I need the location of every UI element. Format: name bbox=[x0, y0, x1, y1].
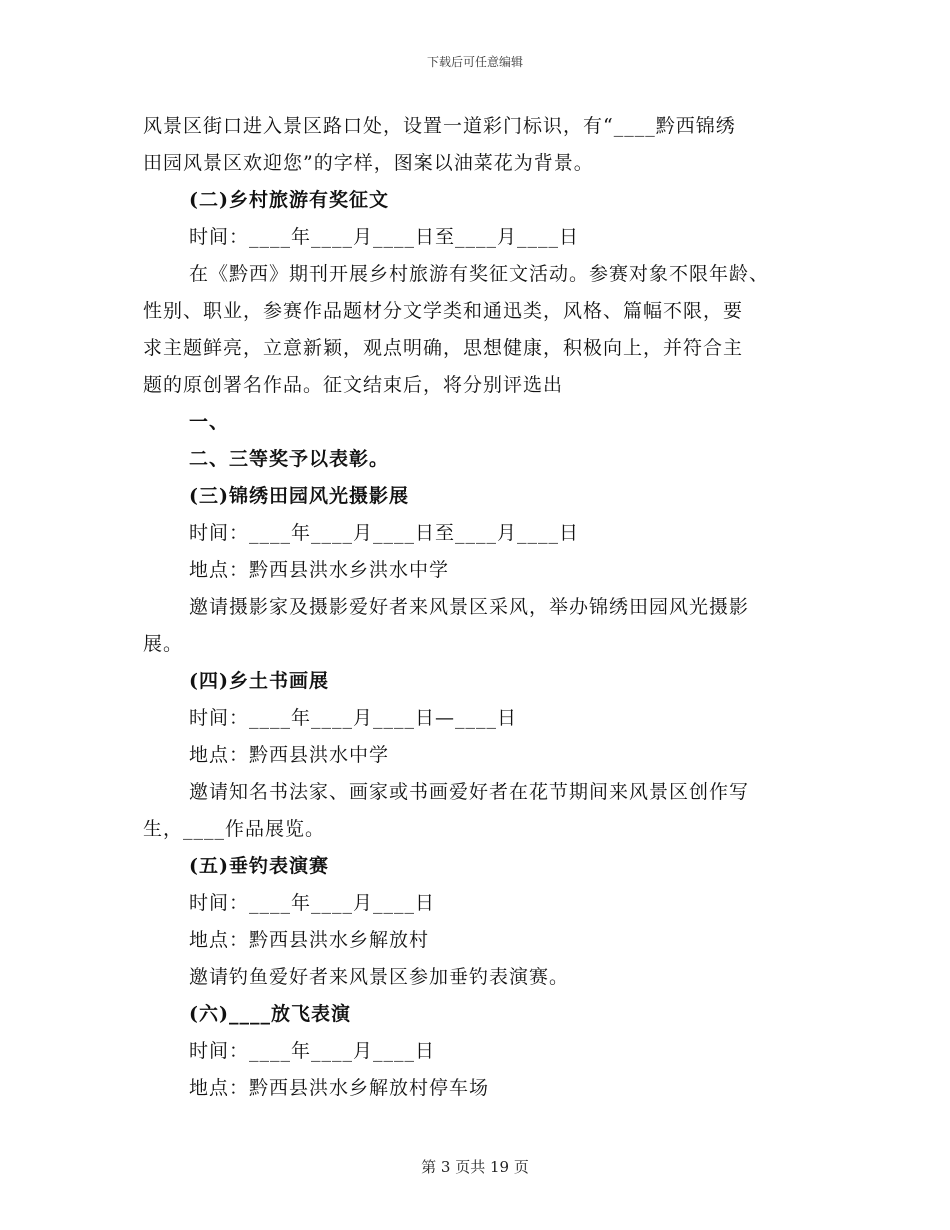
section-heading: (四)乡土书画展 bbox=[189, 670, 329, 692]
paragraph-line: 时间：____年____月____日 bbox=[189, 892, 436, 914]
section-heading: (六)____放飞表演 bbox=[189, 1003, 351, 1025]
paragraph-line: 展。 bbox=[143, 633, 184, 655]
paragraph-line: 时间：____年____月____日 bbox=[189, 1040, 436, 1062]
paragraph-line: 邀请摄影家及摄影爱好者来风景区采风，举办锦绣田园风光摄影 bbox=[189, 596, 750, 618]
page-footer: 第 3 页共 19 页 bbox=[421, 1158, 529, 1176]
paragraph-line: 时间：____年____月____日至____月____日 bbox=[189, 522, 580, 544]
paragraph-line: 性别、职业，参赛作品题材分文学类和通迅类，风格、篇幅不限，要 bbox=[143, 300, 744, 322]
paragraph-line: 地点：黔西县洪水乡洪水中学 bbox=[189, 559, 450, 581]
page-header: 下载后可任意编辑 bbox=[426, 55, 523, 69]
paragraph-line: 生，____作品展览。 bbox=[143, 818, 326, 840]
paragraph-line: 在《黔西》期刊开展乡村旅游有奖征文活动。参赛对象不限年龄、 bbox=[189, 263, 770, 285]
paragraph-line: 时间：____年____月____日至____月____日 bbox=[189, 226, 580, 248]
paragraph-line: 地点：黔西县洪水乡解放村停车场 bbox=[189, 1077, 490, 1099]
paragraph-line: 时间：____年____月____日—____日 bbox=[189, 707, 518, 729]
section-heading: 一、 bbox=[189, 411, 230, 433]
paragraph-line: 邀请钓鱼爱好者来风景区参加垂钓表演赛。 bbox=[189, 966, 570, 988]
paragraph-line: 题的原创署名作品。征文结束后，将分别评选出 bbox=[143, 374, 564, 396]
paragraph-line: 求主题鲜亮，立意新颖，观点明确，思想健康，积极向上，并符合主 bbox=[143, 337, 744, 359]
paragraph-line: 地点：黔西县洪水中学 bbox=[189, 744, 390, 766]
section-heading: 二、三等奖予以表彰。 bbox=[189, 448, 390, 470]
section-heading: (三)锦绣田园风光摄影展 bbox=[189, 485, 409, 507]
paragraph-line: 地点：黔西县洪水乡解放村 bbox=[189, 929, 430, 951]
document-body bbox=[143, 108, 823, 1107]
section-heading: (五)垂钓表演赛 bbox=[189, 855, 329, 877]
paragraph-line: 风景区街口进入景区路口处，设置一道彩门标识，有“____黔西锦绣 bbox=[143, 115, 736, 137]
paragraph-line: 田园风景区欢迎您”的字样，图案以油菜花为背景。 bbox=[143, 152, 594, 174]
paragraph-line: 邀请知名书法家、画家或书画爱好者在花节期间来风景区创作写 bbox=[189, 781, 750, 803]
section-heading: (二)乡村旅游有奖征文 bbox=[189, 189, 389, 211]
